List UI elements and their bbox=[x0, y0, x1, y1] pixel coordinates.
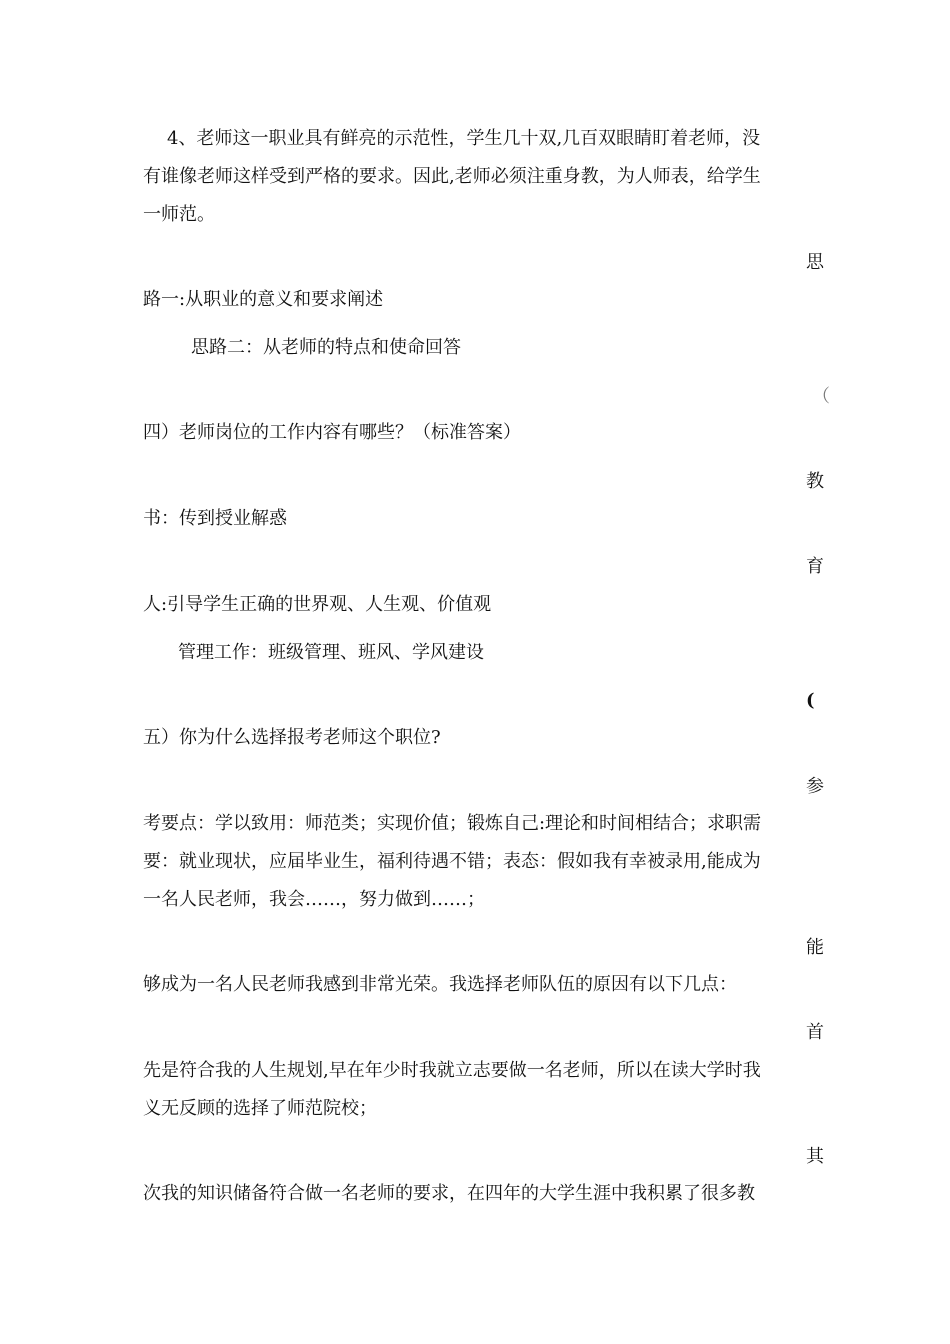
section-4-open-paren: （ bbox=[812, 386, 830, 407]
management-text: 管理工作：班级管理、班风、学风建设 bbox=[178, 642, 484, 663]
second-reason-line-1: 次我的知识储备符合做一名老师的要求，在四年的大学生涯中我积累了很多教 bbox=[143, 1183, 755, 1204]
section-4-heading: 四）老师岗位的工作内容有哪些？（标准答案） bbox=[143, 422, 521, 443]
paragraph-4-line-1: 4、老师这一职业具有鲜亮的示范性，学生几十双,几百双眼睛盯着老师，没 bbox=[167, 128, 761, 149]
paragraph-4-line-2: 有谁像老师这样受到严格的要求。因此,老师必须注重身教，为人师表，给学生 bbox=[143, 166, 761, 187]
section-5-open-paren: ( bbox=[806, 690, 815, 711]
reference-line-2: 要：就业现状，应届毕业生，福利待遇不错；表态：假如我有幸被录用,能成为 bbox=[143, 851, 761, 872]
reference-line-1: 考要点：学以致用：师范类；实现价值；锻炼自己:理论和时间相结合；求职需 bbox=[143, 813, 762, 834]
paragraph-4-line-3: 一师范。 bbox=[143, 204, 215, 225]
educating-text: 人:引导学生正确的世界观、人生观、价值观 bbox=[143, 594, 492, 615]
idea-1-first-char: 思 bbox=[806, 252, 824, 273]
reference-line-3: 一名人民老师，我会……，努力做到……； bbox=[143, 889, 485, 910]
educating-first-char: 育 bbox=[806, 556, 824, 577]
idea-2-text: 思路二：从老师的特点和使命回答 bbox=[191, 337, 461, 358]
honor-text: 够成为一名人民老师我感到非常光荣。我选择老师队伍的原因有以下几点： bbox=[143, 974, 737, 995]
teaching-first-char: 教 bbox=[806, 471, 824, 492]
first-reason-line-2: 义无反顾的选择了师范院校； bbox=[143, 1098, 377, 1119]
idea-1-text: 路一:从职业的意义和要求阐述 bbox=[143, 289, 384, 310]
second-reason-first-char: 其 bbox=[806, 1146, 824, 1167]
honor-first-char: 能 bbox=[806, 937, 824, 958]
reference-first-char: 参 bbox=[806, 776, 824, 797]
section-5-heading: 五）你为什么选择报考老师这个职位? bbox=[143, 727, 441, 748]
first-reason-first-char: 首 bbox=[806, 1022, 824, 1043]
teaching-text: 书：传到授业解惑 bbox=[143, 508, 287, 529]
first-reason-line-1: 先是符合我的人生规划,早在年少时我就立志要做一名老师，所以在读大学时我 bbox=[143, 1060, 761, 1081]
